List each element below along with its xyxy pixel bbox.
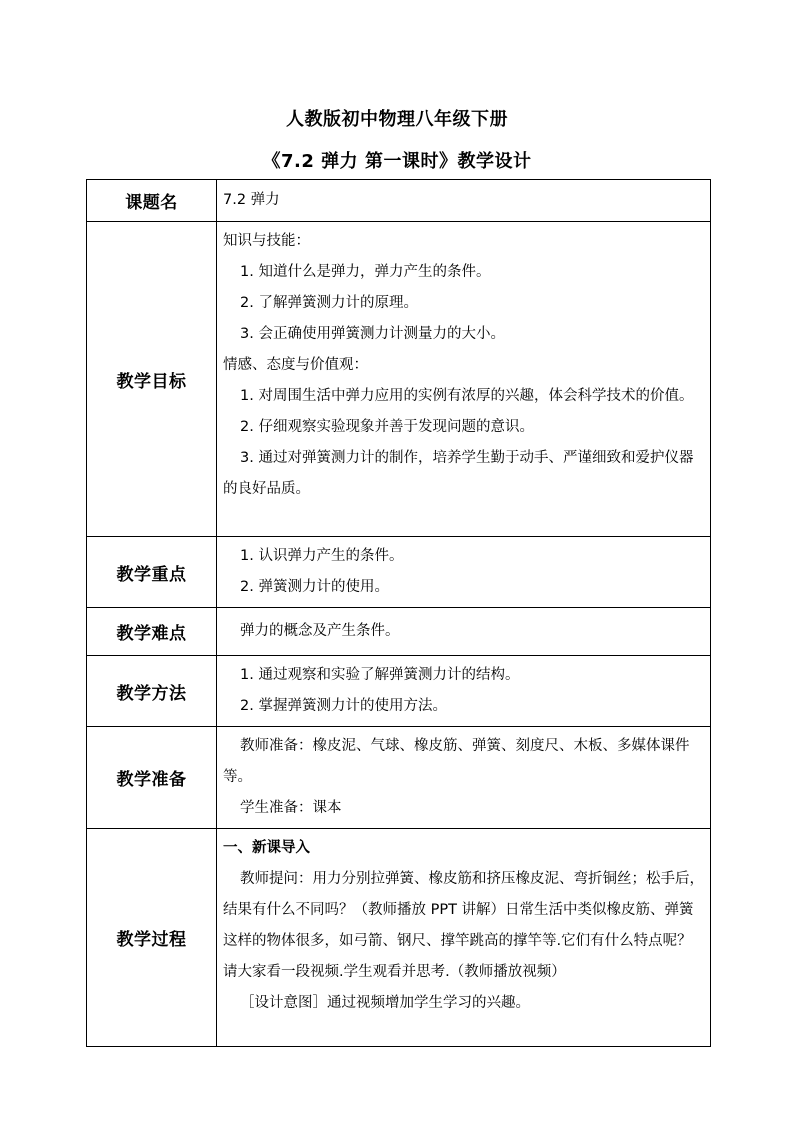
course-name-value <box>217 180 711 222</box>
row-course-name <box>87 180 711 222</box>
emotion-item: 1. 对周围生活中弹力应用的实例有浓厚的兴趣，体会科学技术的价值。 <box>240 388 694 404</box>
preparation-content <box>217 727 711 829</box>
design-intent: ［设计意图］通过视频增加学生学习的兴趣。 <box>240 995 530 1011</box>
knowledge-item: 1. 知道什么是弹力，弹力产生的条件。 <box>240 264 491 280</box>
method-item: 2. 掌握弹簧测力计的使用方法。 <box>240 698 447 714</box>
knowledge-item: 3. 会正确使用弹簧测力计测量力的大小。 <box>240 326 505 342</box>
row-key-points <box>87 537 711 608</box>
lesson-plan-table <box>86 179 711 1047</box>
methods-content <box>217 656 711 727</box>
key-points-content <box>217 537 711 608</box>
student-preparation: 学生准备：课本 <box>240 800 342 816</box>
process-content <box>217 829 711 1047</box>
row-preparation <box>87 727 711 829</box>
key-points-label: 教学重点 <box>87 537 217 608</box>
emotion-heading: 情感、态度与价值观： <box>223 357 368 373</box>
methods-label: 教学方法 <box>87 656 217 727</box>
preparation-label: 教学准备 <box>87 727 217 829</box>
teacher-preparation: 教师准备：橡皮泥、气球、橡皮筋、弹簧、刻度尺、木板、多媒体课件等。 <box>223 738 690 785</box>
row-process <box>87 829 711 1047</box>
process-paragraph: 教师提问：用力分别拉弹簧、橡皮筋和挤压橡皮泥、弯折铜丝；松手后，结果有什么不同吗？（教师播放 PPT 讲解）日常生活中类似橡皮筋、弹簧这样的物体很多，如弓箭、钢尺、撑竿跳高的撑竿等.它们有什么特点呢？请大家看一段视频.学生观看并思考.（教师播放视频） <box>223 871 704 980</box>
row-methods <box>87 656 711 727</box>
objectives-label: 教学目标 <box>87 222 217 537</box>
method-item: 1. 通过观察和实验了解弹簧测力计的结构。 <box>240 667 520 683</box>
document-title: 人教版初中物理八年级下册 <box>286 109 508 130</box>
course-name-text: 7.2 弹力 <box>223 192 280 208</box>
knowledge-item: 2. 了解弹簧测力计的原理。 <box>240 295 418 311</box>
row-objectives <box>87 222 711 537</box>
key-point-item: 1. 认识弹力产生的条件。 <box>240 548 404 564</box>
emotion-item: 3. 通过对弹簧测力计的制作，培养学生勤于动手、严谨细致和爱护仪器的良好品质。 <box>223 450 694 497</box>
knowledge-heading: 知识与技能： <box>223 233 310 249</box>
emotion-item: 2. 仔细观察实验现象并善于发现问题的意识。 <box>240 419 534 435</box>
section-heading: 一、新课导入 <box>223 840 310 856</box>
key-point-item: 2. 弹簧测力计的使用。 <box>240 579 389 595</box>
difficulties-label: 教学难点 <box>87 608 217 656</box>
objectives-content <box>217 222 711 537</box>
difficulty-text: 弹力的概念及产生条件。 <box>240 623 400 639</box>
row-difficulties <box>87 608 711 656</box>
difficulties-content <box>217 608 711 656</box>
course-name-label: 课题名 <box>87 180 217 222</box>
process-label: 教学过程 <box>87 829 217 1047</box>
document-subtitle: 《7.2 弹力 第一课时》教学设计 <box>262 151 532 172</box>
